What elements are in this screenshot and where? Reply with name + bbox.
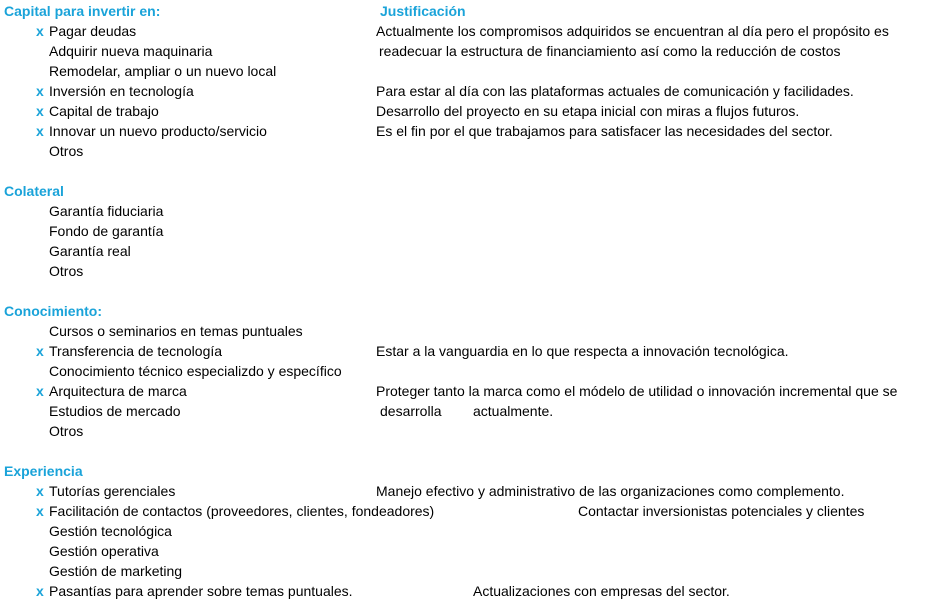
list-item: Cursos o seminarios en temas puntuales: [49, 323, 303, 339]
justification-text: Manejo efectivo y administrativo de las organizaciones como complemento.: [376, 483, 845, 499]
list-item: Gestión de marketing: [49, 563, 183, 579]
list-item: Adquirir nueva maquinaria: [49, 43, 213, 59]
justification-text: Es el fin por el que trabajamos para satisfacer las necesidades del sector.: [376, 123, 833, 139]
justification-text: Desarrollo del proyecto en su etapa inicial con miras a flujos futuros.: [376, 103, 800, 119]
list-item: Inversión en tecnología: [49, 83, 194, 99]
list-item: Innovar un nuevo producto/servicio: [49, 123, 267, 139]
list-item: Fondo de garantía: [49, 223, 164, 239]
justification-text: Estar a la vanguardia en lo que respecta a innovación tecnológica.: [376, 343, 789, 359]
list-item: Transferencia de tecnología: [49, 343, 223, 359]
list-item: Garantía real: [49, 243, 131, 259]
justification-text: readecuar la estructura de financiamiento así como la reducción de costos: [379, 43, 841, 59]
section-title-conocimiento: Conocimiento:: [4, 303, 102, 319]
list-item: Gestión tecnológica: [49, 523, 172, 539]
list-item: Conocimiento técnico especializdo y específico: [49, 363, 342, 379]
justification-text: Contactar inversionistas potenciales y clientes: [578, 503, 865, 519]
list-item: Otros: [49, 423, 84, 439]
list-item: Pagar deudas: [49, 23, 137, 39]
justification-header: Justificación: [380, 3, 466, 19]
section-title-capital: Capital para invertir en:: [4, 3, 161, 19]
list-item: Tutorías gerenciales: [49, 483, 176, 499]
checkmark: x: [36, 483, 44, 499]
checkmark: x: [36, 103, 44, 119]
list-item: Estudios de mercado: [49, 403, 181, 419]
checkmark: x: [36, 123, 44, 139]
justification-text: Actualizaciones con empresas del sector.: [473, 583, 730, 599]
list-item: Gestión operativa: [49, 543, 159, 559]
checkmark: x: [36, 83, 44, 99]
checkmark: x: [36, 583, 44, 599]
list-item: Capital de trabajo: [49, 103, 159, 119]
checkmark: x: [36, 503, 44, 519]
list-item: Pasantías para aprender sobre temas puntuales.: [49, 583, 353, 599]
list-item: Remodelar, ampliar o un nuevo local: [49, 63, 277, 79]
justification-text: Proteger tanto la marca como el módelo de utilidad o innovación incremental que se: [376, 383, 898, 399]
section-title-colateral: Colateral: [4, 183, 64, 199]
checkmark: x: [36, 23, 44, 39]
checkmark: x: [36, 383, 44, 399]
section-title-experiencia: Experiencia: [4, 463, 83, 479]
list-item: Garantía fiduciaria: [49, 203, 164, 219]
justification-text: desarrolla: [380, 403, 442, 419]
list-item: Arquitectura de marca: [49, 383, 187, 399]
checkmark: x: [36, 343, 44, 359]
list-item: Facilitación de contactos (proveedores, clientes, fondeadores): [49, 503, 435, 519]
list-item: Otros: [49, 143, 84, 159]
justification-text: Para estar al día con las plataformas actuales de comunicación y facilidades.: [376, 83, 854, 99]
justification-text: Actualmente los compromisos adquiridos se encuentran al día pero el propósito es: [376, 23, 889, 39]
justification-text: actualmente.: [473, 403, 554, 419]
list-item: Otros: [49, 263, 84, 279]
